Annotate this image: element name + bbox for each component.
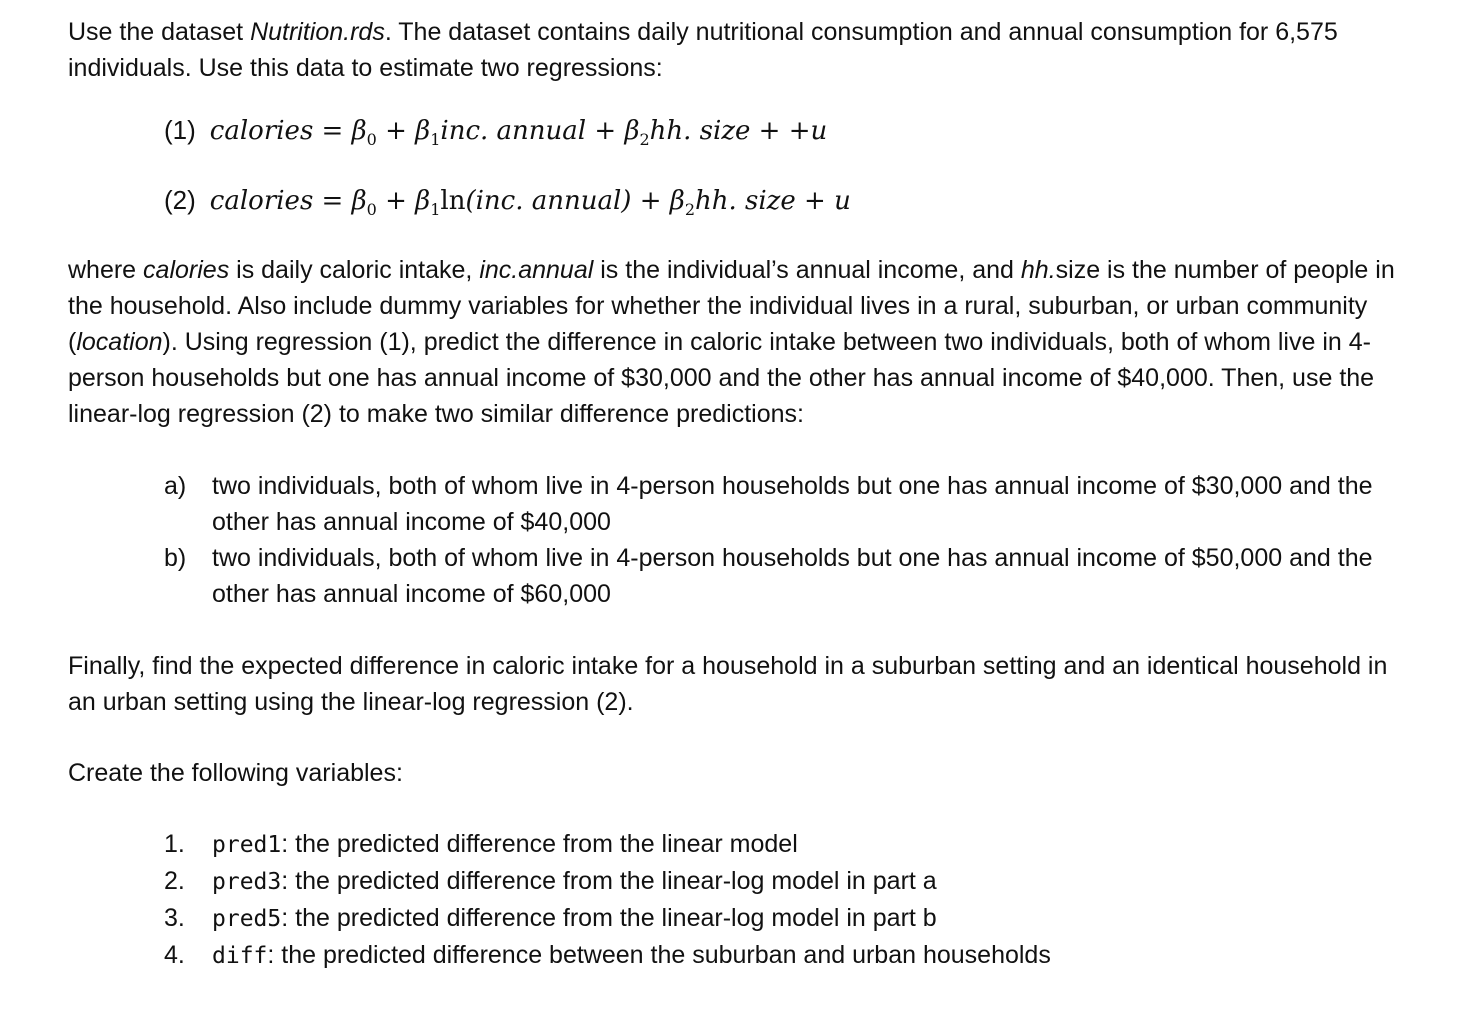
beta-2: β <box>624 116 640 146</box>
plus-sign: + <box>631 186 670 216</box>
list-item-text: two individuals, both of whom live in 4-person households but one has annual income of $30,000 and the other has annual income of $40,000 <box>212 472 1373 536</box>
term-household-size: hh. size <box>649 116 751 146</box>
equation-equals: = <box>313 186 352 216</box>
variable-description: : the predicted difference from the linear model <box>281 830 798 858</box>
equation-lhs: calories <box>209 186 314 216</box>
list-item-label: a) <box>164 472 187 500</box>
list-item-label: b) <box>164 544 187 572</box>
list-item <box>164 826 1408 863</box>
plus-sign: + <box>376 116 416 146</box>
variable-code: pred1 <box>212 832 282 858</box>
list-item-text <box>212 937 1051 974</box>
variable-description: : the predicted difference between the suburban and urban households <box>267 941 1051 969</box>
term-household-size: hh. size <box>695 186 796 216</box>
equation-number: (1) <box>164 115 196 145</box>
error-term: + +u <box>750 116 828 146</box>
description-text: ). Using regression (1), predict the difference in caloric intake between two individuals, both of whom live in 4-person households but one has annual income of $30,000 and the other has annual income of $40,000. Then, use the linear-log regression (2) to make two similar difference predictions: <box>68 328 1375 428</box>
list-item-text <box>212 900 937 937</box>
term-income: inc. annual <box>440 116 587 146</box>
list-item <box>164 900 1408 937</box>
variable-calories: calories <box>143 256 230 284</box>
intro-text-end: . The dataset contains daily nutritional consumption and annual consumption for 6,575 individuals. Use this data to estimate two regressions: <box>68 18 1338 82</box>
list-item-text <box>212 826 798 863</box>
beta-0-sub: 0 <box>366 200 377 219</box>
document-page <box>68 14 1408 974</box>
plus-sign: + <box>376 186 416 216</box>
beta-0: β <box>351 186 367 216</box>
list-item-label: 4. <box>164 941 185 969</box>
plus-sign: + <box>586 116 625 146</box>
intro-text-start: Use the dataset <box>68 18 251 46</box>
list-item <box>164 937 1408 974</box>
variable-description: : the predicted difference from the linear-log model in part b <box>281 904 937 932</box>
variable-description: : the predicted difference from the linear-log model in part a <box>281 867 937 895</box>
final-paragraph: Finally, find the expected difference in caloric intake for a household in a suburban setting and an identical household in an urban setting using the linear-log regression (2). <box>68 652 1388 716</box>
equation-number: (2) <box>164 185 196 215</box>
list-item-text: two individuals, both of whom live in 4-person households but one has annual income of $50,000 and the other has annual income of $60,000 <box>212 544 1373 608</box>
variable-hh-size: hh. <box>1020 256 1056 284</box>
term-income: (inc. annual) <box>465 186 632 216</box>
equation-equals: = <box>313 116 352 146</box>
variable-code: pred5 <box>212 906 282 932</box>
list-item <box>164 468 1408 540</box>
variable-code: diff <box>212 943 268 969</box>
description-text: where <box>68 256 144 284</box>
description-text: is the individual’s annual income, and <box>593 256 1021 284</box>
variables-list <box>164 826 1408 974</box>
list-item <box>164 540 1408 612</box>
parts-list <box>164 468 1408 612</box>
equation-2 <box>164 182 1408 218</box>
list-item-text <box>212 863 937 900</box>
beta-2-sub: 2 <box>684 200 695 219</box>
description-paragraph <box>68 252 1408 432</box>
variable-inc-annual: inc.annual <box>479 256 594 284</box>
log-function: ln <box>440 186 466 216</box>
equation-1 <box>164 112 1408 148</box>
variable-code: pred3 <box>212 869 282 895</box>
beta-0: β <box>351 116 367 146</box>
beta-1: β <box>415 186 431 216</box>
error-term: + u <box>795 186 851 216</box>
beta-2-sub: 2 <box>639 130 650 149</box>
dataset-name: Nutrition.rds <box>250 18 385 46</box>
beta-0-sub: 0 <box>366 130 377 149</box>
beta-2: β <box>669 186 685 216</box>
beta-1-sub: 1 <box>430 130 441 149</box>
description-text: size is the number of people in the household. Also include dummy variables for whether the individual lives in a rural, suburban, or urban community ( <box>68 256 1395 356</box>
list-item-label: 2. <box>164 867 185 895</box>
beta-1-sub: 1 <box>430 200 441 219</box>
create-heading: Create the following variables: <box>68 759 403 787</box>
intro-paragraph <box>68 14 1408 86</box>
list-item <box>164 863 1408 900</box>
equation-lhs: calories <box>209 116 314 146</box>
variable-location: location <box>76 328 163 356</box>
list-item-label: 1. <box>164 830 185 858</box>
description-text: is daily caloric intake, <box>229 256 480 284</box>
beta-1: β <box>415 116 431 146</box>
list-item-label: 3. <box>164 904 185 932</box>
